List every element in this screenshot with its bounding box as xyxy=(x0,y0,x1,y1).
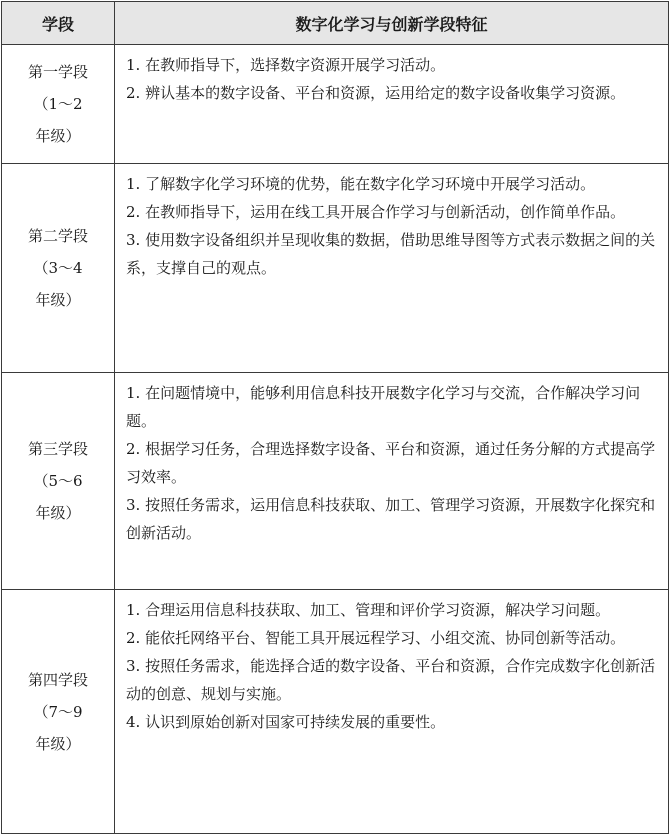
grade-label: 年级） xyxy=(35,291,81,309)
stage-cell xyxy=(2,164,115,373)
feature-item: 2. 在教师指导下，运用在线工具开展合作学习与创新活动，创作简单作品。 xyxy=(126,203,626,221)
feature-item: 1. 在问题情境中，能够利用信息科技开展数字化学习与交流，合作解决学习问题。 xyxy=(126,384,641,430)
grade-range: （7～9 xyxy=(33,702,83,721)
feature-cell xyxy=(115,373,669,590)
feature-item: 2. 能依托网络平台、智能工具开展远程学习、小组交流、协同创新等活动。 xyxy=(126,629,626,647)
feature-item: 2. 辨认基本的数字设备、平台和资源，运用给定的数字设备收集学习资源。 xyxy=(126,84,626,102)
stage-name: 第二学段 xyxy=(27,227,88,245)
feature-cell xyxy=(115,164,669,373)
header-stage: 学段 xyxy=(2,2,115,45)
feature-cell xyxy=(115,45,669,164)
stage-feature-table xyxy=(1,1,669,834)
table-header-row xyxy=(2,2,669,45)
stage-name: 第四学段 xyxy=(27,670,88,689)
feature-item: 3. 按照任务需求，运用信息科技获取、加工、管理学习资源，开展数字化探究和创新活动。 xyxy=(126,496,656,542)
grade-range: （1～2 xyxy=(33,95,83,113)
grade-range: （3～4 xyxy=(33,259,83,277)
feature-item: 1. 在教师指导下，选择数字资源开展学习活动。 xyxy=(126,56,446,74)
stage-name: 第三学段 xyxy=(27,440,88,458)
stage-cell xyxy=(2,373,115,590)
grade-label: 年级） xyxy=(35,734,81,753)
grade-range: （5～6 xyxy=(33,472,83,490)
table-row xyxy=(2,590,669,834)
feature-item: 3. 使用数字设备组织并呈现收集的数据，借助思维导图等方式表示数据之间的关系，支撑自己的观点。 xyxy=(126,231,656,277)
grade-label: 年级） xyxy=(35,127,81,145)
table-row xyxy=(2,164,669,373)
feature-cell xyxy=(115,590,669,834)
feature-item: 4. 认识到原始创新对国家可持续发展的重要性。 xyxy=(126,713,446,731)
grade-label: 年级） xyxy=(35,504,81,522)
stage-name: 第一学段 xyxy=(27,63,88,81)
header-feature: 数字化学习与创新学段特征 xyxy=(115,2,669,45)
feature-item: 1. 合理运用信息科技获取、加工、管理和评价学习资源，解决学习问题。 xyxy=(126,601,611,619)
table-row xyxy=(2,373,669,590)
stage-cell xyxy=(2,45,115,164)
stage-cell xyxy=(2,590,115,834)
feature-item: 3. 按照任务需求，能选择合适的数字设备、平台和资源，合作完成数字化创新活动的创意、规划与实施。 xyxy=(126,657,656,703)
table-row xyxy=(2,45,669,164)
feature-item: 2. 根据学习任务，合理选择数字设备、平台和资源，通过任务分解的方式提高学习效率。 xyxy=(126,440,656,486)
feature-item: 1. 了解数字化学习环境的优势，能在数字化学习环境中开展学习活动。 xyxy=(126,175,596,193)
